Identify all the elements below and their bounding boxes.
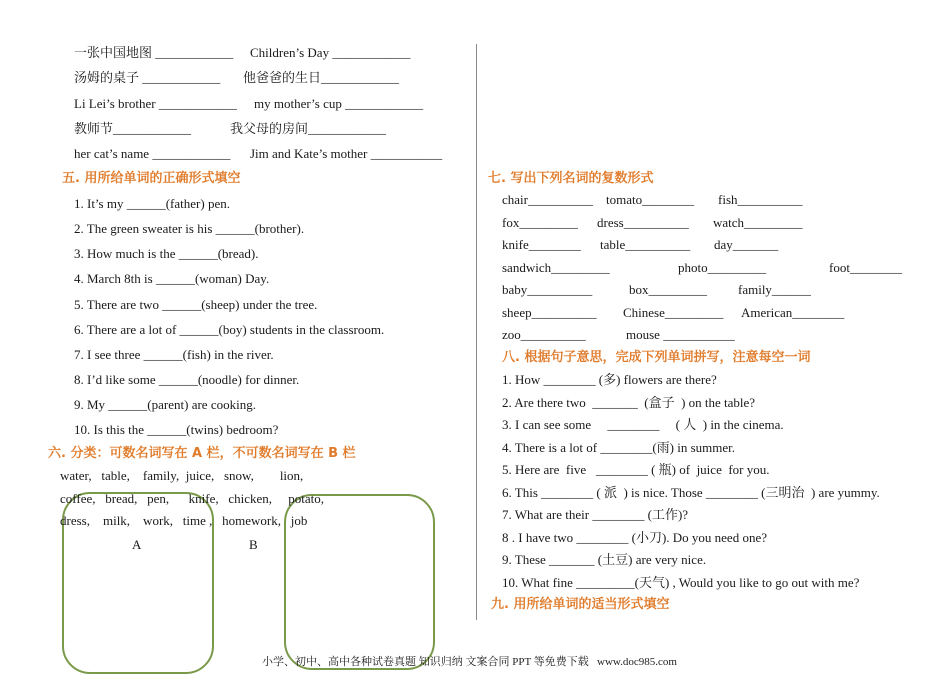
plural-cell: chair__________ <box>502 192 593 207</box>
plural-cell: dress__________ <box>597 215 689 230</box>
section-8-item: 1. How ________ (多) flowers are there? <box>502 372 717 387</box>
intro-row-2-a: 汤姆的桌子 ____________ <box>74 70 221 85</box>
intro-row-2-b: 他爸爸的生日____________ <box>243 70 400 85</box>
plural-cell: photo_________ <box>678 260 767 275</box>
intro-row-5-a: her cat’s name ____________ <box>74 146 231 161</box>
plural-cell: zoo__________ <box>502 327 586 342</box>
section-8-item: 10. What fine _________(天气) , Would you like to go out with me? <box>502 575 860 590</box>
intro-row-3-b: my mother’s cup ____________ <box>254 96 424 111</box>
intro-row-3-a: Li Lei’s brother ____________ <box>74 96 237 111</box>
intro-row-4-b: 我父母的房间____________ <box>230 121 387 136</box>
section-8-item: 9. These _______ (土豆) are very nice. <box>502 552 707 567</box>
plural-cell: American________ <box>741 305 845 320</box>
section-6-title: 六. 分类：可数名词写在 A 栏，不可数名词写在 B 栏 <box>48 446 356 461</box>
section-8-item: 2. Are there two _______ (盒子 ) on the table? <box>502 395 756 410</box>
section-8-item: 8 . I have two ________ (小刀). Do you need one? <box>502 530 767 545</box>
plural-cell: foot________ <box>829 260 902 275</box>
plural-cell: mouse ___________ <box>626 327 735 342</box>
column-b-label: B <box>249 537 258 552</box>
plural-cell: Chinese_________ <box>623 305 724 320</box>
plural-cell: table__________ <box>600 237 691 252</box>
word-list-row: dress, milk, work, time , homework, job <box>60 513 308 528</box>
plural-cell: sheep__________ <box>502 305 597 320</box>
plural-cell: box_________ <box>629 282 707 297</box>
section-8-item: 7. What are their ________ (工作)? <box>502 507 689 522</box>
section-8-item: 4. There is a lot of ________(雨) in summer. <box>502 440 736 455</box>
section-5-item: 7. I see three ______(fish) in the river. <box>74 347 274 362</box>
plural-cell: watch_________ <box>713 215 803 230</box>
section-5-item: 6. There are a lot of ______(boy) students in the classroom. <box>74 322 385 337</box>
section-5-item: 5. There are two ______(sheep) under the tree. <box>74 297 318 312</box>
footer-text: 小学、初中、高中各种试卷真题 知识归纳 文案合同 PPT 等免费下载 www.doc985.com <box>262 656 677 668</box>
section-5-item: 10. Is this the ______(twins) bedroom? <box>74 422 279 437</box>
section-5-item: 9. My ______(parent) are cooking. <box>74 397 256 412</box>
plural-cell: baby__________ <box>502 282 593 297</box>
section-5-title: 五. 用所给单词的正确形式填空 <box>62 171 241 186</box>
section-8-item: 6. This ________ ( 派 ) is nice. Those ________ (三明治 ) are yummy. <box>502 485 880 500</box>
section-5-item: 2. The green sweater is his ______(brother). <box>74 221 305 236</box>
column-a-label: A <box>132 537 142 552</box>
plural-cell: fox_________ <box>502 215 578 230</box>
section-7-title: 七. 写出下列名词的复数形式 <box>488 171 654 186</box>
section-8-title: 八. 根据句子意思，完成下列单词拼写，注意每空一词 <box>502 350 811 365</box>
column-divider <box>476 44 477 620</box>
section-5-item: 1. It’s my ______(father) pen. <box>74 196 230 211</box>
section-5-item: 8. I’d like some ______(noodle) for dinner. <box>74 372 300 387</box>
section-9-title: 九. 用所给单词的适当形式填空 <box>491 597 670 612</box>
intro-row-1-a: 一张中国地图 ____________ <box>74 45 234 60</box>
section-8-item: 3. I can see some ________ ( 人 ) in the cinema. <box>502 417 784 432</box>
word-list-row: water, table, family, juice, snow, lion, <box>60 468 304 483</box>
intro-row-1-b: Children’s Day ____________ <box>250 45 411 60</box>
intro-row-4-a: 教师节____________ <box>74 121 192 136</box>
plural-cell: fish__________ <box>718 192 803 207</box>
word-list-row: coffee, bread, pen, knife, chicken, potato, <box>60 491 324 506</box>
plural-cell: tomato________ <box>606 192 695 207</box>
plural-cell: day_______ <box>714 237 779 252</box>
section-5-item: 4. March 8th is ______(woman) Day. <box>74 271 270 286</box>
plural-cell: family______ <box>738 282 811 297</box>
intro-row-5-b: Jim and Kate’s mother ___________ <box>250 146 443 161</box>
plural-cell: knife________ <box>502 237 581 252</box>
plural-cell: sandwich_________ <box>502 260 610 275</box>
section-5-item: 3. How much is the ______(bread). <box>74 246 259 261</box>
section-8-item: 5. Here are five ________ ( 瓶) of juice for you. <box>502 462 770 477</box>
